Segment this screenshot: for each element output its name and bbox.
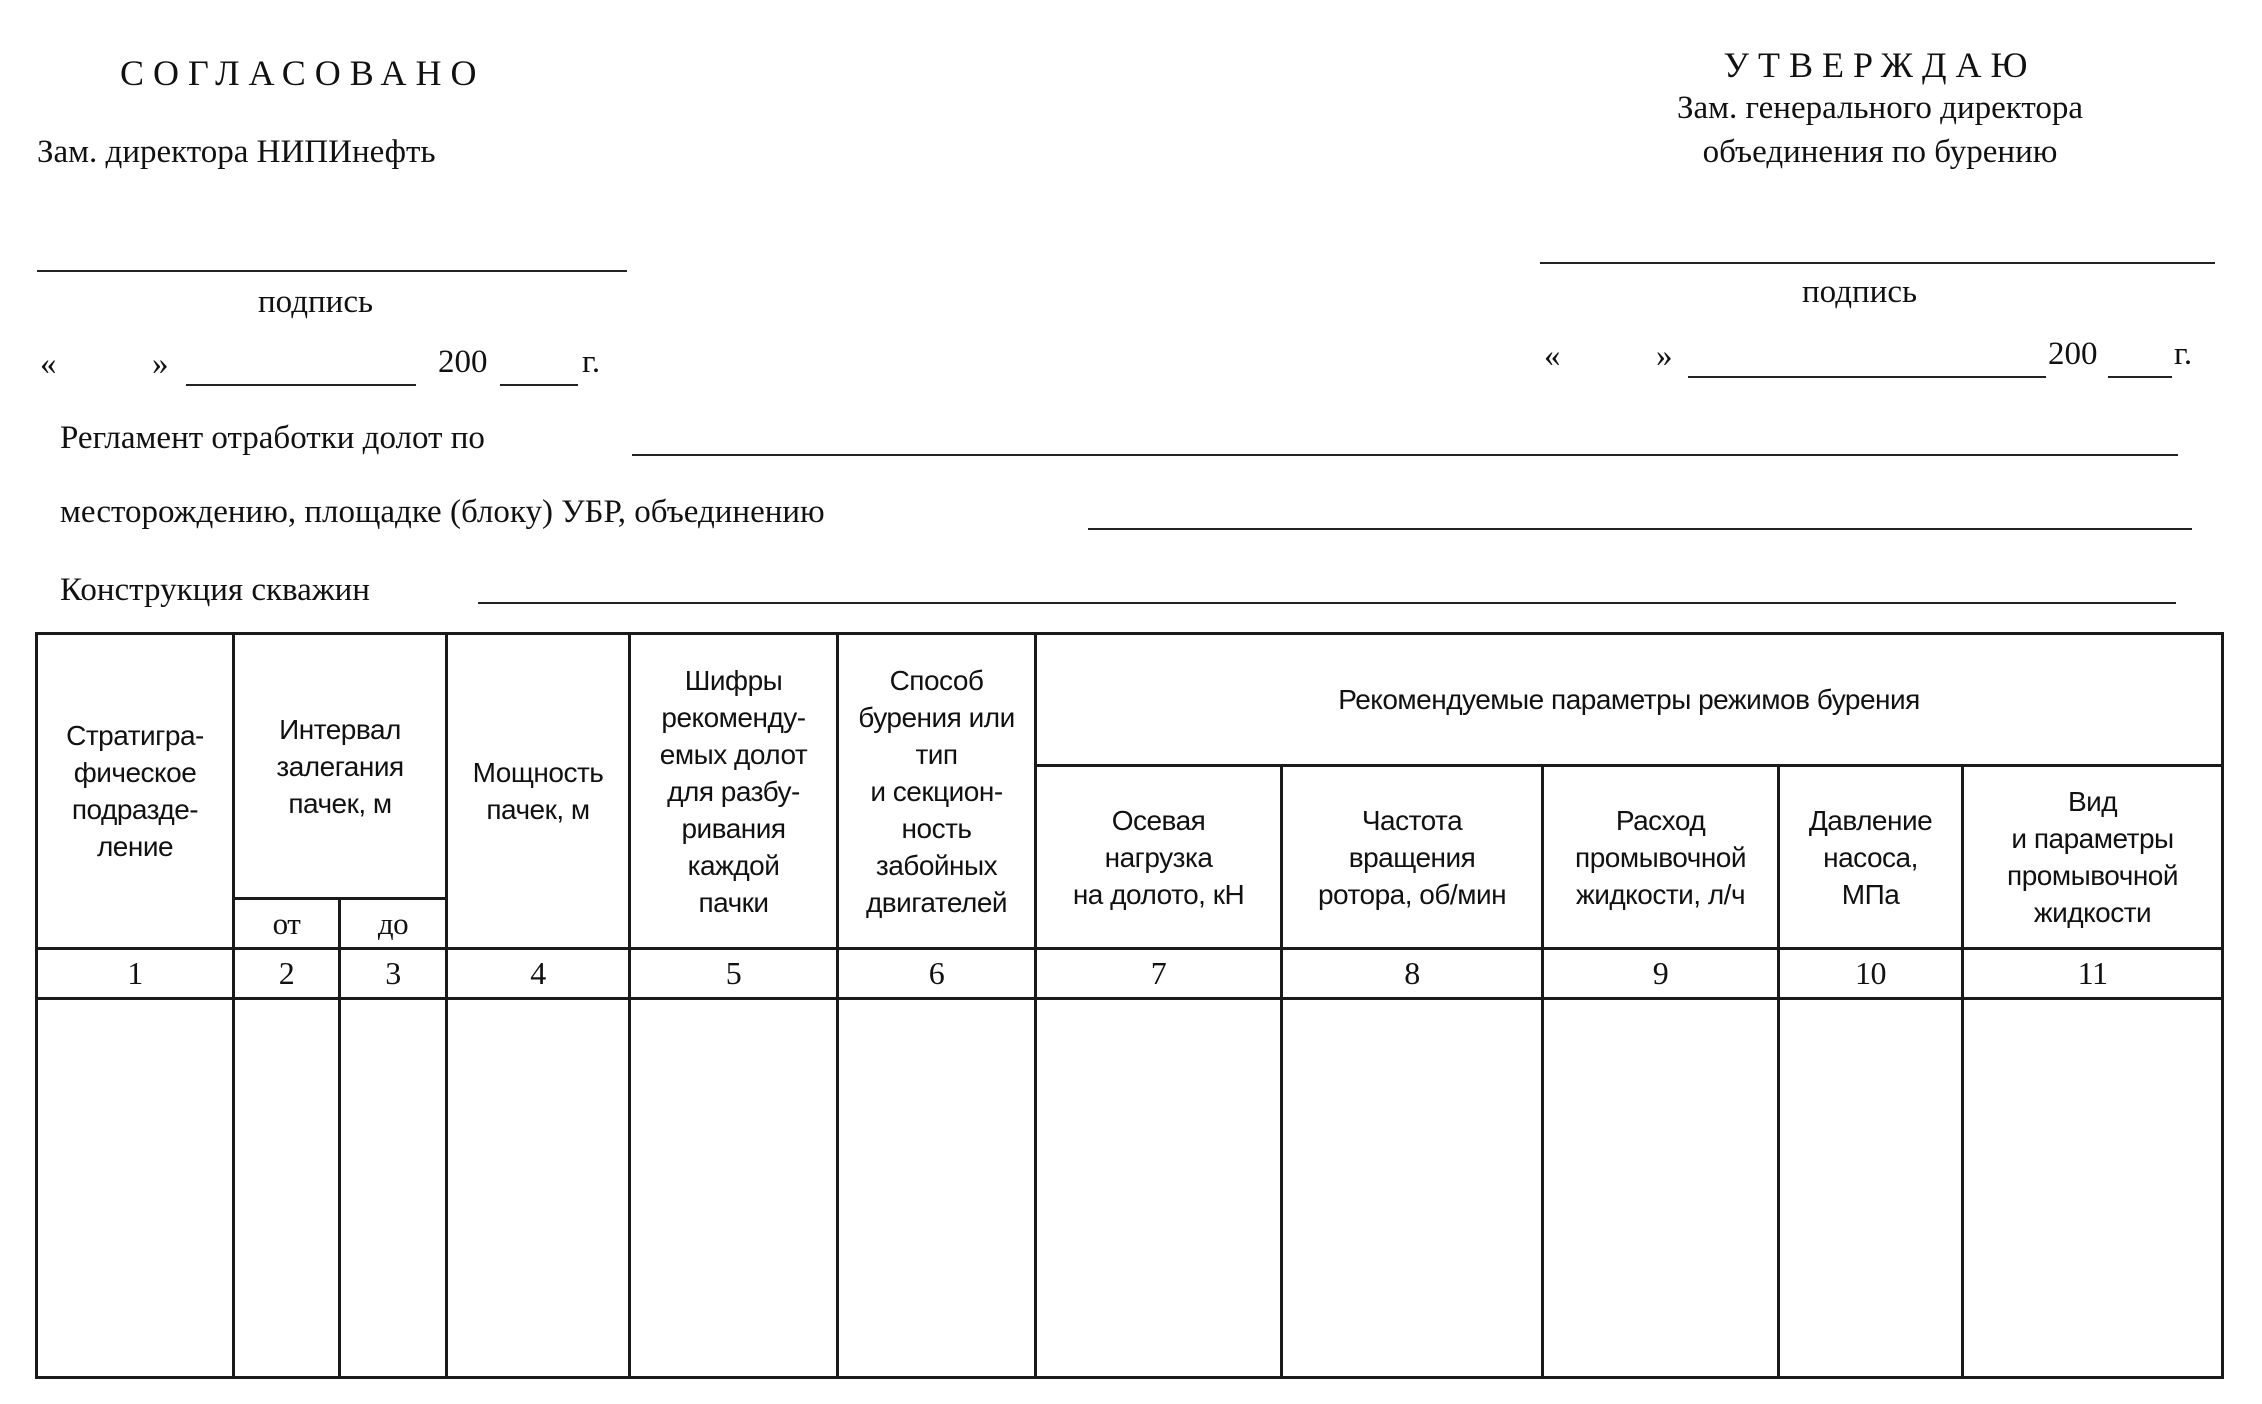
header-line: и секцион- xyxy=(870,775,1003,807)
regulation-label: Регламент отработки долот по xyxy=(60,420,485,456)
right-date-year-line[interactable] xyxy=(2108,376,2172,378)
column-number: 5 xyxy=(630,949,838,999)
header-line: нагрузка xyxy=(1104,841,1213,873)
header-line: промывочной xyxy=(1575,841,1746,873)
left-date-open-quote: « xyxy=(40,346,57,382)
header-line: и параметры xyxy=(2011,823,2174,854)
column-number: 11 xyxy=(1963,949,2223,999)
left-signature-line[interactable] xyxy=(37,270,627,272)
header-interval-from: от xyxy=(234,899,340,949)
column-number: 9 xyxy=(1543,949,1779,999)
header-line: Мощность xyxy=(472,757,604,788)
header-line: пачек, м xyxy=(486,794,590,825)
header-line: Частота xyxy=(1361,804,1463,836)
header-line: жидкости xyxy=(2033,897,2152,928)
header-line: ление xyxy=(96,831,174,862)
left-date-year-suffix: г. xyxy=(582,344,601,380)
header-line: Стратигра- xyxy=(66,720,204,751)
header-line: Осевая xyxy=(1111,804,1206,836)
header-bit-codes xyxy=(630,634,838,949)
right-signature-line[interactable] xyxy=(1540,262,2215,264)
header-line: насоса, xyxy=(1823,841,1918,873)
header-line: МПа xyxy=(1841,878,1900,910)
header-line: залегания xyxy=(276,750,404,782)
header-line: вращения xyxy=(1348,841,1476,873)
header-pump-pressure xyxy=(1779,766,1963,949)
column-number: 10 xyxy=(1779,949,1963,999)
header-line: пачек, м xyxy=(288,787,392,819)
left-heading: СОГЛАСОВАНО xyxy=(120,53,486,93)
header-thickness xyxy=(447,634,630,949)
data-cell-bit-codes[interactable] xyxy=(630,999,838,1378)
header-line: промывочной xyxy=(2007,860,2179,891)
left-date-year: 200 xyxy=(438,344,488,380)
right-date-close-quote: » xyxy=(1656,338,1673,374)
data-cell-fluid-type[interactable] xyxy=(1963,999,2223,1378)
column-number: 4 xyxy=(447,949,630,999)
header-line: двигателей xyxy=(865,886,1008,918)
left-date-year-line[interactable] xyxy=(500,384,578,386)
header-line: ротора, об/мин xyxy=(1317,878,1507,910)
header-line: пачки xyxy=(698,886,769,918)
column-number: 2 xyxy=(234,949,340,999)
data-cell-fluid-flow[interactable] xyxy=(1543,999,1779,1378)
regulation-fill-line[interactable] xyxy=(632,454,2178,456)
header-line: Шифры xyxy=(684,664,783,696)
data-cell-interval-from[interactable] xyxy=(234,999,340,1378)
header-line: каждой xyxy=(687,849,780,881)
header-drilling-method xyxy=(838,634,1036,949)
data-cell-axial-load[interactable] xyxy=(1036,999,1282,1378)
header-line: емых долот xyxy=(659,738,808,770)
header-line: ность xyxy=(901,812,972,844)
field-label: месторождению, площадке (блоку) УБР, объединению xyxy=(60,494,825,530)
left-signature-label: подпись xyxy=(258,284,374,320)
header-line: Расход xyxy=(1615,804,1706,836)
header-line: для разбу- xyxy=(667,775,800,807)
right-signature-label: подпись xyxy=(1802,274,1918,310)
right-heading: УТВЕРЖДАЮ xyxy=(1723,45,2037,85)
header-interval xyxy=(234,634,447,899)
right-date-open-quote: « xyxy=(1544,338,1561,374)
column-number: 3 xyxy=(340,949,447,999)
header-line: Вид xyxy=(2067,786,2118,817)
data-cell-thickness[interactable] xyxy=(447,999,630,1378)
header-line: на долото, кН xyxy=(1072,878,1245,910)
right-date-year-suffix: г. xyxy=(2174,336,2193,372)
well-design-fill-line[interactable] xyxy=(478,602,2176,604)
well-design-label: Конструкция скважин xyxy=(60,572,370,608)
left-position: Зам. директора НИПИнефть xyxy=(37,134,436,170)
header-line: фическое xyxy=(73,757,197,788)
right-date-year: 200 xyxy=(2048,336,2098,372)
right-date-month-line[interactable] xyxy=(1688,376,2046,378)
column-number: 8 xyxy=(1282,949,1543,999)
header-line: тип xyxy=(915,738,958,770)
header-axial-load xyxy=(1036,766,1282,949)
data-cell-drilling-method[interactable] xyxy=(838,999,1036,1378)
column-number: 1 xyxy=(37,949,234,999)
data-cell-rotor-speed[interactable] xyxy=(1282,999,1543,1378)
header-line: забойных xyxy=(875,849,998,881)
header-interval-to: до xyxy=(340,899,447,949)
header-line: Интервал xyxy=(279,713,401,745)
header-group-recommended-params: Рекомендуемые параметры режимов бурения xyxy=(1036,634,2223,766)
right-position-line1: Зам. генерального директора xyxy=(1676,90,2084,126)
data-cell-stratigraphic-unit[interactable] xyxy=(37,999,234,1378)
header-line: Давление xyxy=(1808,804,1933,836)
header-line: жидкости, л/ч xyxy=(1575,878,1746,910)
header-fluid-type xyxy=(1963,766,2223,949)
data-cell-pump-pressure[interactable] xyxy=(1779,999,1963,1378)
header-stratigraphic-unit xyxy=(37,634,234,949)
drilling-regime-table xyxy=(35,632,2224,1379)
left-date-month-line[interactable] xyxy=(186,384,416,386)
field-fill-line[interactable] xyxy=(1088,528,2192,530)
column-number: 7 xyxy=(1036,949,1282,999)
header-fluid-flow xyxy=(1543,766,1779,949)
header-line: Способ xyxy=(889,664,984,696)
header-rotor-speed xyxy=(1282,766,1543,949)
header-line: рекоменду- xyxy=(661,701,806,733)
column-number: 6 xyxy=(838,949,1036,999)
left-date-close-quote: » xyxy=(152,346,169,382)
header-line: подразде- xyxy=(71,794,199,825)
right-position-line2: объединения по бурению xyxy=(1702,134,2058,170)
data-cell-interval-to[interactable] xyxy=(340,999,447,1378)
header-line: ривания xyxy=(681,812,786,844)
header-line: бурения или xyxy=(858,701,1015,733)
